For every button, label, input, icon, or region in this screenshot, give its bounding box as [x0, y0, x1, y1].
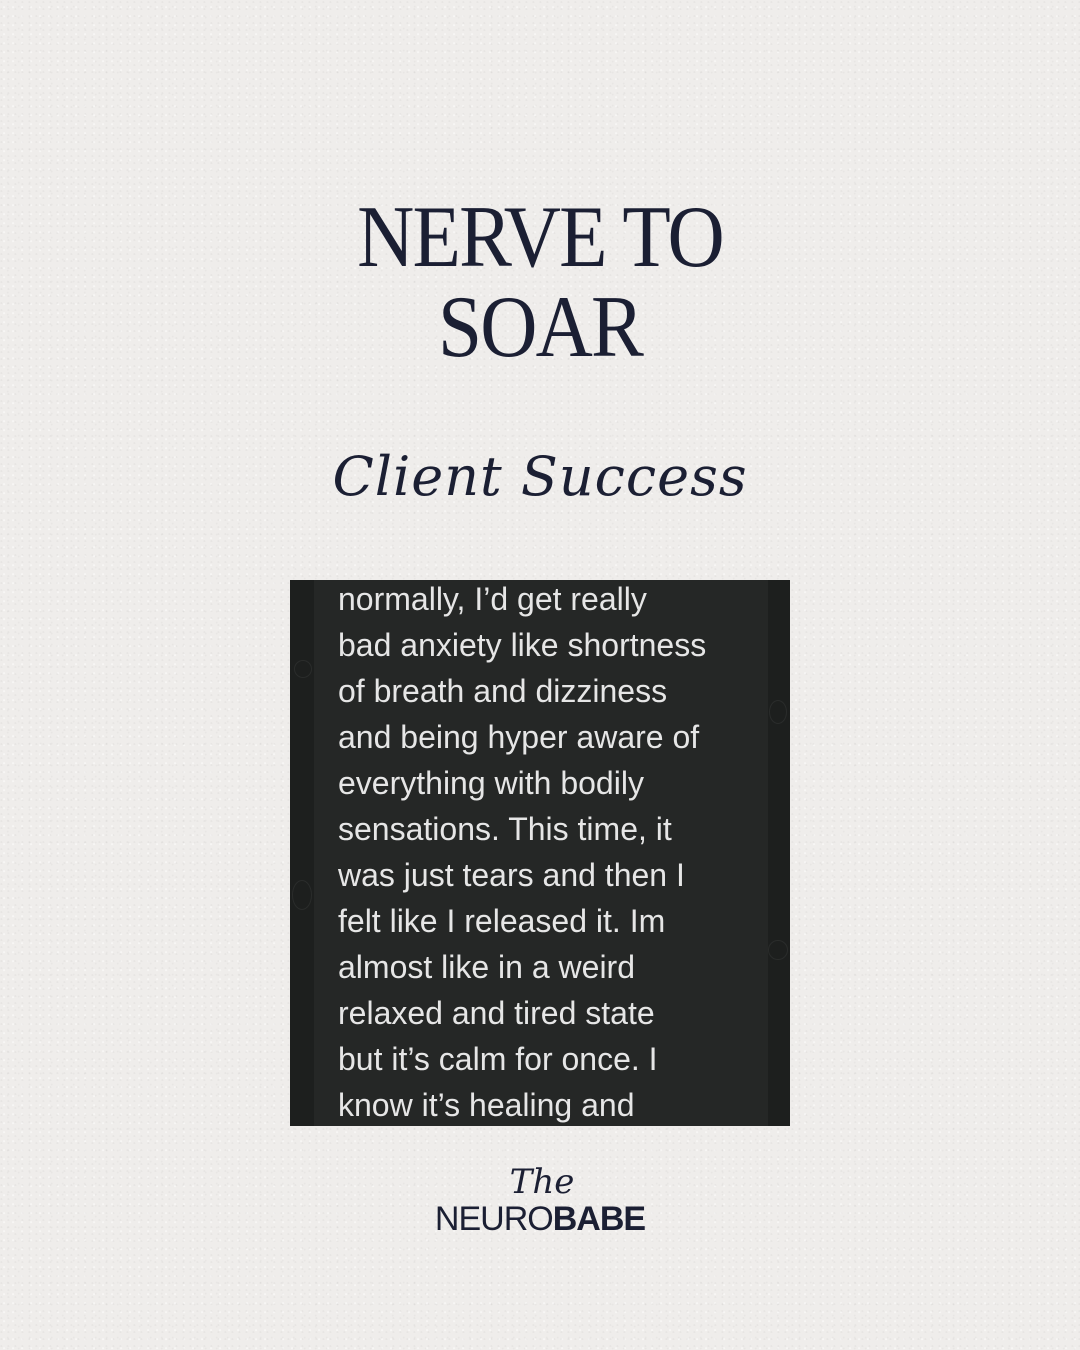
message-line: normally, I’d get really	[338, 581, 647, 617]
message-line: was just tears and then I	[338, 857, 685, 893]
chat-screenshot	[290, 580, 790, 1126]
brand-babe: BABE	[552, 1200, 646, 1238]
chat-right-edge	[768, 580, 790, 1126]
title-line-1: NERVE TO	[357, 189, 723, 286]
message-line: of breath and dizziness	[338, 673, 668, 709]
message-line: bad anxiety like shortness	[338, 627, 707, 663]
message-line: sensations. This time, it	[338, 811, 672, 847]
brand-logo	[0, 1162, 1080, 1236]
chat-wallpaper-doodle	[292, 880, 312, 910]
chat-wallpaper-doodle	[769, 700, 787, 724]
chat-wallpaper-doodle	[294, 660, 312, 678]
title-line-2: SOAR	[437, 279, 643, 376]
message-line: felt like I released it. Im	[338, 903, 666, 939]
subtitle-client-success: Client Success	[332, 445, 748, 508]
message-line: relaxed and tired state	[338, 995, 655, 1031]
chat-message-text	[338, 580, 768, 1126]
message-line: know it’s healing and	[338, 1087, 635, 1123]
message-line: almost like in a weird	[338, 949, 635, 985]
brand-neuro: NEURO	[434, 1200, 553, 1238]
chat-wallpaper-doodle	[768, 940, 788, 960]
message-line: and being hyper aware of	[338, 719, 700, 755]
brand-the: The	[509, 1162, 575, 1202]
page-title	[0, 189, 1080, 376]
brand-wordmark	[0, 1202, 1080, 1236]
message-line: everything with bodily	[338, 765, 644, 801]
message-line: but it’s calm for once. I	[338, 1041, 658, 1077]
